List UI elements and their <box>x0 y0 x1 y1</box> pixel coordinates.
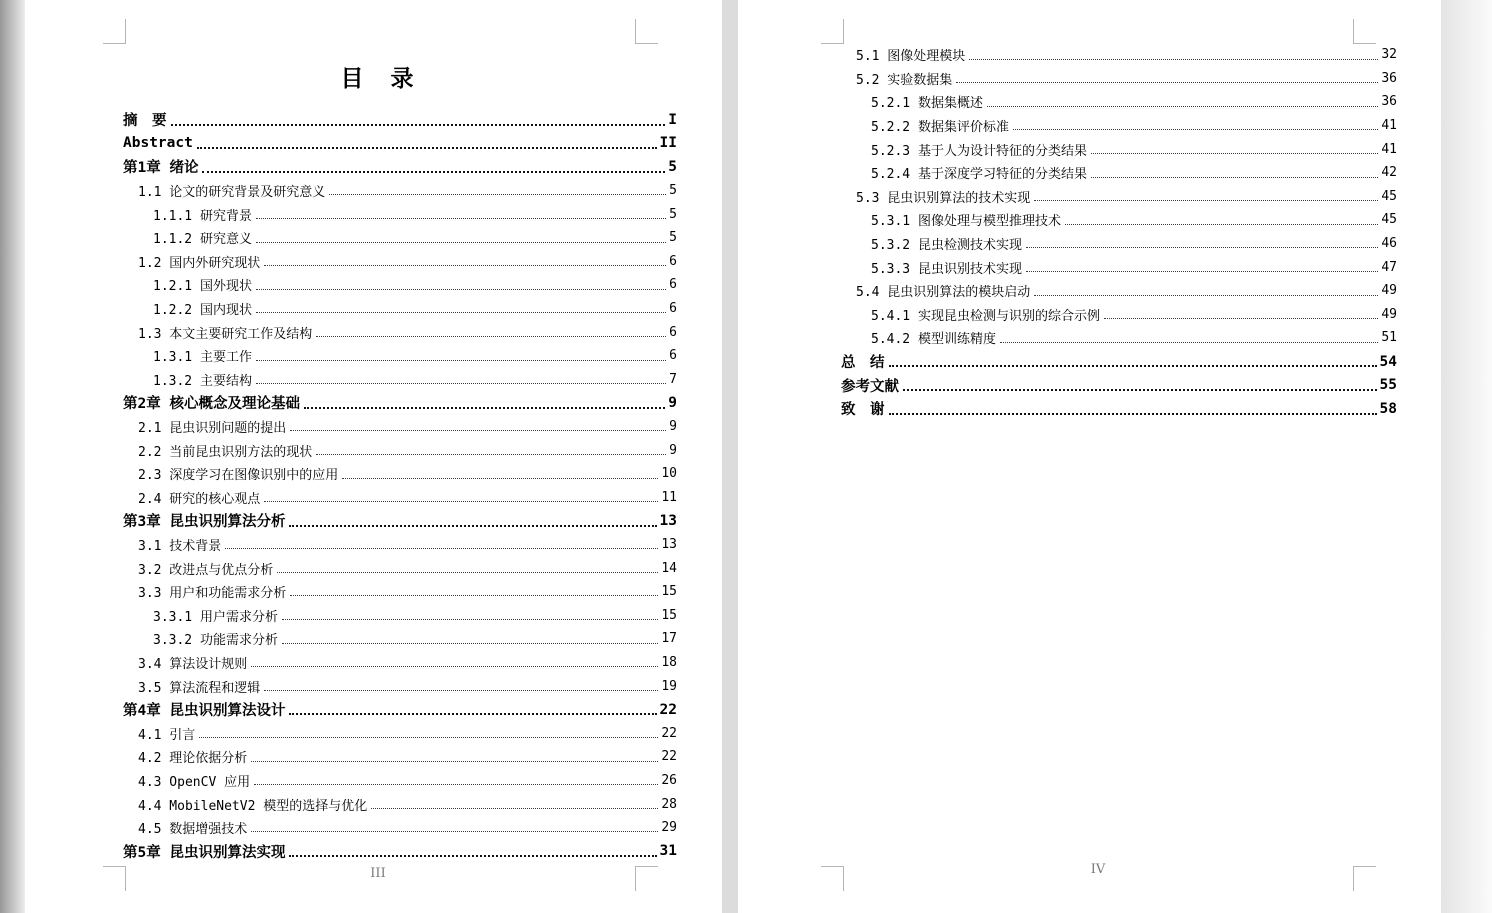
dot-leader <box>199 737 658 738</box>
margin-crop-mark-top-left <box>821 19 844 44</box>
toc-entry-page-number: 19 <box>661 678 677 694</box>
toc-entry-page-number: 49 <box>1381 306 1397 322</box>
toc-entry[interactable] <box>123 226 677 250</box>
toc-entry[interactable] <box>123 769 677 793</box>
toc-entry-label: 第1章 绪论 <box>123 160 199 177</box>
toc-entry-label: 2.2 当前昆虫识别方法的现状 <box>138 444 313 460</box>
dot-leader <box>889 365 1377 367</box>
toc-entry-label: 1.3.2 主要结构 <box>153 373 252 389</box>
dot-leader <box>256 242 666 243</box>
dot-leader <box>289 855 656 857</box>
toc-entry-page-number: 5 <box>669 230 677 246</box>
toc-entry[interactable] <box>123 627 677 651</box>
dot-leader <box>969 59 1378 60</box>
dot-leader <box>290 430 666 431</box>
toc-entry[interactable] <box>841 114 1397 138</box>
toc-entry-page-number: 9 <box>669 419 677 435</box>
toc-entry[interactable] <box>123 651 677 675</box>
toc-entry-label: 4.4 MobileNetV2 模型的选择与优化 <box>138 798 368 814</box>
toc-entry-label: 5.1 图像处理模块 <box>856 49 966 65</box>
toc-entry-label: 5.3.3 昆虫识别技术实现 <box>871 261 1022 277</box>
dot-leader <box>1091 177 1378 178</box>
toc-entry[interactable] <box>123 486 677 510</box>
dot-leader <box>256 289 666 290</box>
toc-entry[interactable] <box>123 415 677 439</box>
toc-entry-label: 3.3.1 用户需求分析 <box>153 609 278 625</box>
dot-leader <box>197 147 657 149</box>
toc-entry[interactable] <box>123 391 677 415</box>
dot-leader <box>264 265 666 266</box>
dot-leader <box>1034 295 1378 296</box>
toc-entry-page-number: 5 <box>669 206 677 222</box>
dot-leader <box>277 572 658 573</box>
page-number-footer: IV <box>1090 862 1106 877</box>
toc-entry-page-number: 17 <box>661 631 677 647</box>
toc-entry-page-number: 6 <box>669 324 677 340</box>
toc-entry-page-number: 15 <box>661 584 677 600</box>
toc-entry-page-number: 36 <box>1381 94 1397 110</box>
toc-entry-label: 5.3.2 昆虫检测技术实现 <box>871 238 1022 254</box>
toc-entry-page-number: 45 <box>1381 188 1397 204</box>
toc-entry-page-number: 47 <box>1381 259 1397 275</box>
toc-entry-page-number: 10 <box>661 466 677 482</box>
toc-entry-label: 1.3 本文主要研究工作及结构 <box>138 326 313 342</box>
toc-entry-page-number: 6 <box>669 301 677 317</box>
margin-crop-mark-top-right <box>1353 19 1376 44</box>
dot-leader <box>264 690 658 691</box>
toc-entry-label: 5.3.1 图像处理与模型推理技术 <box>871 214 1061 230</box>
toc-entry-page-number: 45 <box>1381 212 1397 228</box>
toc-entry-page-number: 9 <box>669 442 677 458</box>
toc-entry-page-number: 41 <box>1381 118 1397 134</box>
toc-entry-page-number: 51 <box>1381 330 1397 346</box>
toc-entry-page-number: 6 <box>669 253 677 269</box>
margin-crop-mark-bottom-left <box>821 866 844 891</box>
toc-list-page1 <box>123 108 677 863</box>
toc-entry-page-number: 28 <box>661 796 677 812</box>
toc-entry-label: 致 谢 <box>841 402 885 419</box>
dot-leader <box>282 619 658 620</box>
toc-entry-page-number: 15 <box>661 607 677 623</box>
toc-title: 目 录 <box>340 66 416 92</box>
toc-entry[interactable] <box>841 350 1397 374</box>
dot-leader <box>1091 153 1378 154</box>
toc-entry-page-number: 54 <box>1379 353 1397 370</box>
toc-entry[interactable] <box>841 137 1397 161</box>
toc-entry[interactable] <box>841 67 1397 91</box>
toc-entry-page-number: 13 <box>661 536 677 552</box>
toc-entry[interactable] <box>123 721 677 745</box>
toc-entry-page-number: 55 <box>1379 377 1397 394</box>
toc-entry-label: 3.2 改进点与优点分析 <box>138 562 274 578</box>
toc-entry[interactable] <box>123 368 677 392</box>
dot-leader <box>316 336 666 337</box>
dot-leader <box>903 389 1377 391</box>
toc-entry-page-number: 46 <box>1381 236 1397 252</box>
toc-entry-page-number: 6 <box>669 348 677 364</box>
dot-leader <box>251 831 658 832</box>
dot-leader <box>264 501 658 502</box>
toc-entry-label: 5.4.2 模型训练精度 <box>871 332 996 348</box>
toc-entry-page-number: 5 <box>668 158 677 175</box>
toc-entry[interactable] <box>123 250 677 274</box>
toc-entry-label: 5.2.1 数据集概述 <box>871 96 983 112</box>
toc-entry[interactable] <box>841 255 1397 279</box>
toc-entry[interactable] <box>841 208 1397 232</box>
toc-entry[interactable] <box>123 674 677 698</box>
toc-entry-label: 2.4 研究的核心观点 <box>138 491 261 507</box>
dot-leader <box>171 124 666 126</box>
toc-entry-page-number: 22 <box>661 725 677 741</box>
dot-leader <box>1034 200 1378 201</box>
dot-leader <box>956 82 1378 83</box>
dot-leader <box>1026 271 1378 272</box>
toc-entry[interactable] <box>123 533 677 557</box>
dot-leader <box>256 218 666 219</box>
dot-leader <box>371 808 658 809</box>
toc-entry-label: 5.3 昆虫识别算法的技术实现 <box>856 190 1031 206</box>
dot-leader <box>1104 318 1378 319</box>
toc-entry-label: 1.1 论文的研究背景及研究意义 <box>138 185 326 201</box>
dot-leader <box>251 761 658 762</box>
toc-entry[interactable] <box>123 344 677 368</box>
toc-entry-label: 4.2 理论依据分析 <box>138 751 248 767</box>
toc-entry-page-number: 29 <box>661 820 677 836</box>
toc-entry[interactable] <box>123 839 677 863</box>
toc-entry-page-number: 6 <box>669 277 677 293</box>
toc-entry-label: 摘 要 <box>123 113 167 130</box>
toc-entry-label: 5.2.2 数据集评价标准 <box>871 120 1009 136</box>
toc-entry[interactable] <box>123 132 677 156</box>
toc-entry[interactable] <box>841 373 1397 397</box>
toc-entry-page-number: 22 <box>659 701 677 718</box>
toc-entry-label: 4.5 数据增强技术 <box>138 822 248 838</box>
toc-entry-label: 5.2 实验数据集 <box>856 72 953 88</box>
dot-leader <box>289 713 656 715</box>
toc-entry[interactable] <box>841 303 1397 327</box>
toc-entry-label: 第2章 核心概念及理论基础 <box>123 396 300 413</box>
toc-entry-page-number: 5 <box>669 183 677 199</box>
toc-entry-label: 参考文献 <box>841 378 899 395</box>
toc-entry-page-number: II <box>659 135 677 152</box>
toc-entry[interactable] <box>841 161 1397 185</box>
dot-leader <box>202 171 665 173</box>
dot-leader <box>289 525 656 527</box>
toc-entry[interactable] <box>123 462 677 486</box>
dot-leader <box>1013 129 1378 130</box>
toc-entry-page-number: 31 <box>659 843 677 860</box>
toc-entry[interactable] <box>123 580 677 604</box>
toc-entry[interactable] <box>123 108 677 132</box>
toc-entry-page-number: 11 <box>661 489 677 505</box>
dot-leader <box>256 383 666 384</box>
dot-leader <box>256 312 666 313</box>
toc-entry[interactable] <box>123 438 677 462</box>
toc-entry[interactable] <box>841 397 1397 421</box>
dot-leader <box>225 548 658 549</box>
toc-entry[interactable] <box>841 43 1397 67</box>
toc-entry-label: 5.4 昆虫识别算法的模块启动 <box>856 285 1031 301</box>
toc-entry[interactable] <box>123 556 677 580</box>
toc-entry-page-number: 7 <box>669 371 677 387</box>
toc-entry-page-number: 26 <box>661 772 677 788</box>
toc-entry[interactable] <box>123 698 677 722</box>
toc-entry[interactable] <box>123 202 677 226</box>
dot-leader <box>256 360 666 361</box>
toc-entry-label: 2.1 昆虫识别问题的提出 <box>138 421 287 437</box>
document-page-left[interactable] <box>25 0 722 913</box>
toc-entry-label: 第5章 昆虫识别算法实现 <box>123 844 286 861</box>
toc-entry[interactable] <box>123 816 677 840</box>
toc-entry-label: 第4章 昆虫识别算法设计 <box>123 703 286 720</box>
page-number-footer: III <box>370 866 386 881</box>
toc-list-page2 <box>841 43 1397 421</box>
dot-leader <box>342 478 658 479</box>
toc-entry-label: 4.3 OpenCV 应用 <box>138 774 251 790</box>
toc-entry-page-number: 18 <box>661 654 677 670</box>
toc-entry-label: 3.3 用户和功能需求分析 <box>138 586 287 602</box>
dot-leader <box>290 595 658 596</box>
toc-entry-label: 总 结 <box>841 355 885 372</box>
toc-entry[interactable] <box>841 232 1397 256</box>
toc-entry-page-number: 32 <box>1381 47 1397 63</box>
canvas-gutter-left <box>0 0 25 913</box>
margin-crop-mark-top-left <box>103 19 126 44</box>
dot-leader <box>889 413 1377 415</box>
toc-entry-label: 2.3 深度学习在图像识别中的应用 <box>138 468 339 484</box>
toc-entry[interactable] <box>841 185 1397 209</box>
toc-entry-page-number: 58 <box>1379 400 1397 417</box>
toc-entry-label: 5.2.4 基于深度学习特征的分类结果 <box>871 167 1087 183</box>
toc-entry-page-number: 36 <box>1381 70 1397 86</box>
toc-entry-page-number: 42 <box>1381 165 1397 181</box>
canvas-gutter-right <box>1441 0 1492 913</box>
margin-crop-mark-bottom-right <box>635 866 658 891</box>
toc-entry-label: 第3章 昆虫识别算法分析 <box>123 514 286 531</box>
toc-entry-label: 1.1.2 研究意义 <box>153 232 252 248</box>
toc-entry-label: 3.1 技术背景 <box>138 538 222 554</box>
toc-entry-label: 1.2 国内外研究现状 <box>138 255 261 271</box>
toc-entry[interactable] <box>123 179 677 203</box>
toc-entry[interactable] <box>123 509 677 533</box>
document-page-right[interactable] <box>738 0 1441 913</box>
dot-leader <box>987 106 1378 107</box>
toc-entry-label: 3.4 算法设计规则 <box>138 656 248 672</box>
toc-entry[interactable] <box>123 297 677 321</box>
toc-entry-page-number: 13 <box>659 512 677 529</box>
toc-entry[interactable] <box>841 90 1397 114</box>
dot-leader <box>304 407 665 409</box>
toc-entry-page-number: I <box>668 111 677 128</box>
toc-entry-label: 1.3.1 主要工作 <box>153 350 252 366</box>
dot-leader <box>251 666 658 667</box>
dot-leader <box>1026 247 1378 248</box>
margin-crop-mark-top-right <box>635 19 658 44</box>
toc-entry-page-number: 9 <box>668 394 677 411</box>
toc-entry[interactable] <box>123 273 677 297</box>
dot-leader <box>329 194 666 195</box>
toc-entry-label: 4.1 引言 <box>138 727 196 743</box>
toc-entry-label: 3.5 算法流程和逻辑 <box>138 680 261 696</box>
toc-entry-label: 5.2.3 基于人为设计特征的分类结果 <box>871 143 1087 159</box>
dot-leader <box>254 784 658 785</box>
toc-entry-page-number: 41 <box>1381 141 1397 157</box>
toc-entry[interactable] <box>123 792 677 816</box>
dot-leader <box>1000 342 1378 343</box>
toc-entry[interactable] <box>123 603 677 627</box>
toc-entry-page-number: 14 <box>661 560 677 576</box>
toc-entry-label: 1.2.1 国外现状 <box>153 279 252 295</box>
margin-crop-mark-bottom-right <box>1353 866 1376 891</box>
toc-entry[interactable] <box>123 745 677 769</box>
toc-entry-label: 1.2.2 国内现状 <box>153 303 252 319</box>
toc-entry-page-number: 49 <box>1381 283 1397 299</box>
toc-entry[interactable] <box>123 155 677 179</box>
toc-entry-label: 3.3.2 功能需求分析 <box>153 633 278 649</box>
toc-entry-label: 5.4.1 实现昆虫检测与识别的综合示例 <box>871 308 1100 324</box>
toc-entry-label: Abstract <box>123 135 193 152</box>
toc-entry[interactable] <box>841 326 1397 350</box>
dot-leader <box>1065 224 1378 225</box>
dot-leader <box>316 454 666 455</box>
toc-entry[interactable] <box>123 320 677 344</box>
toc-entry-label: 1.1.1 研究背景 <box>153 208 252 224</box>
toc-entry-page-number: 22 <box>661 749 677 765</box>
dot-leader <box>282 643 658 644</box>
toc-entry[interactable] <box>841 279 1397 303</box>
